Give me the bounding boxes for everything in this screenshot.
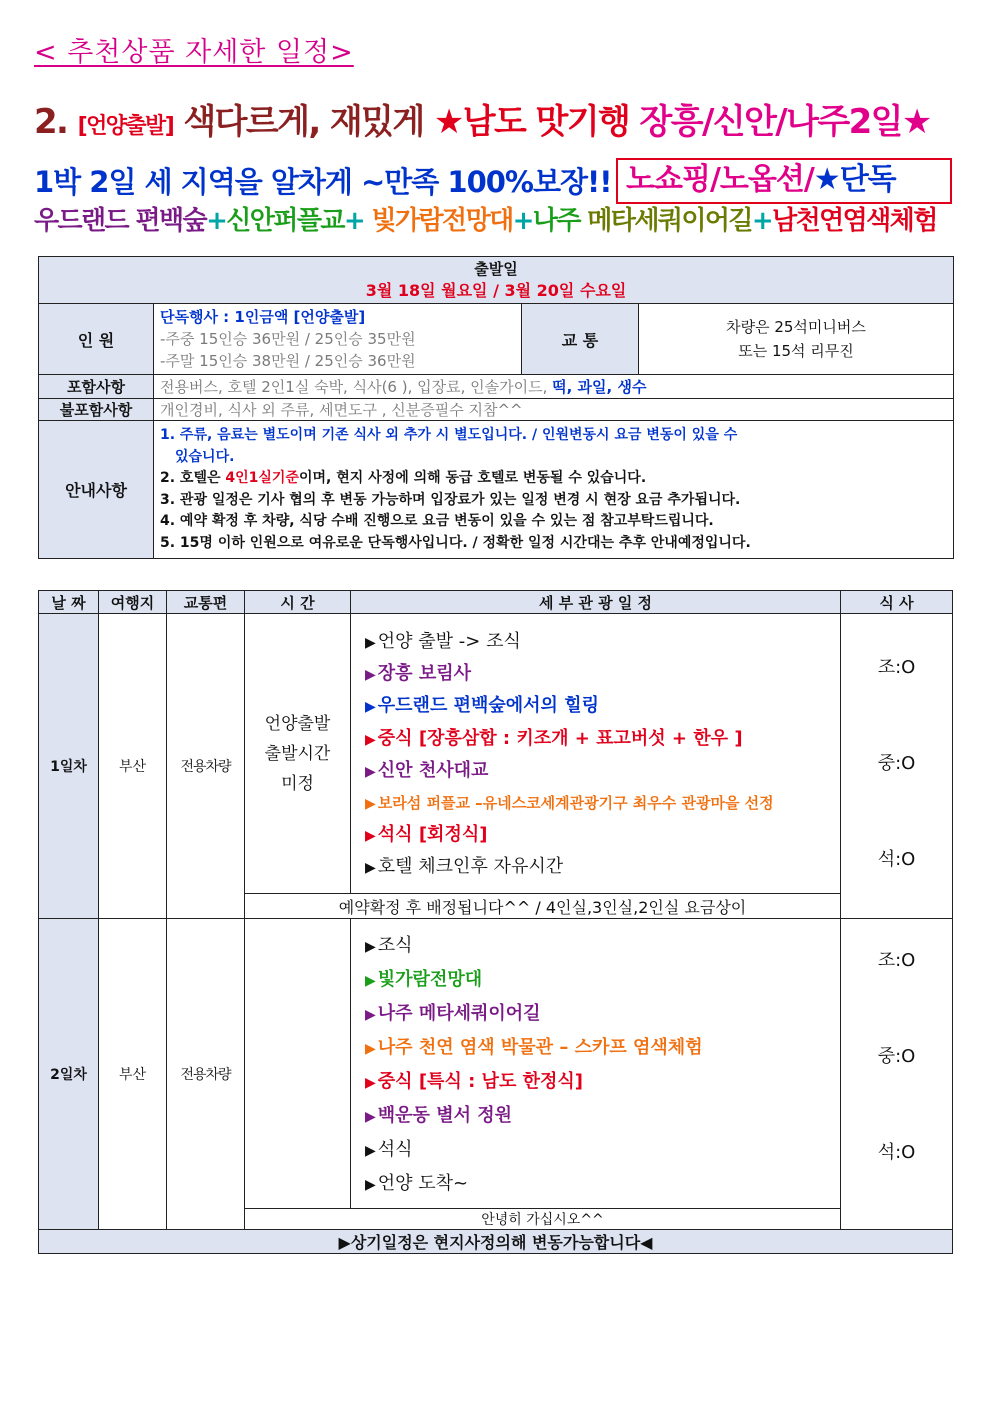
notice-3: 3. 관광 일정은 기사 협의 후 변동 가능하며 입장료가 있는 일정 변경 시 현장 요금 추가됩니다. — [160, 491, 741, 508]
no-shopping-text — [626, 160, 896, 200]
day2-place: 부산 — [99, 919, 167, 1230]
transport-line1: 차량은 25석미니버스 — [726, 318, 866, 336]
itinerary-item-text: 중식 [장흥삼합 : 키조개 + 표고버섯 + 한우 ] — [377, 727, 743, 749]
included-extra: 떡, 과일, 생수 — [552, 378, 647, 396]
included-cell — [154, 375, 954, 399]
arrow-icon: ▶ — [365, 860, 376, 877]
itinerary-item-text: 백운동 별서 정원 — [377, 1105, 513, 1126]
included-text: 전용버스, 호텔 2인1실 숙박, 식사(6 ), 입장료, 인솔가이드, — [160, 378, 548, 396]
header-meals: 식 사 — [841, 591, 953, 614]
schedule-footer: ▶상기일정은 현지사정의해 변동가능합니다◀ — [39, 1230, 953, 1254]
attraction-segment: 메타세쿼이어길 — [587, 206, 752, 236]
notice-4: 4. 예약 확정 후 차량, 식당 수배 진행으로 요금 변동이 있을 수 있는 점 참고부탁드립니다. — [160, 513, 714, 529]
itinerary-item-text: 석식 [회정식] — [377, 824, 488, 846]
attraction-segment: 남천연염색체험 — [772, 206, 937, 236]
notice-2-b: 이며, 현지 사정에 의해 동급 호텔로 변동될 수 있습니다. — [298, 470, 647, 486]
arrow-icon: ▶ — [365, 939, 376, 955]
people-line2: -주중 15인승 36만원 / 25인승 35만원 — [160, 330, 416, 348]
day1-time-line1: 언양출발 — [264, 713, 331, 734]
transport-line2: 또는 15석 리무진 — [738, 342, 854, 360]
itinerary-item-text: 장흥 보림사 — [377, 663, 471, 685]
attraction-segment: + — [512, 206, 533, 236]
notice-2 — [160, 468, 953, 490]
attraction-segment: 빛가람전망대 — [371, 206, 513, 236]
title-tag: [언양출발] — [77, 114, 174, 139]
included-label: 포함사항 — [39, 375, 154, 399]
day2-meals — [841, 919, 953, 1230]
day1-time-line3: 미정 — [281, 773, 314, 794]
itinerary-item — [365, 997, 840, 1031]
day1-breakfast: 조:O — [877, 657, 916, 678]
notice-5: 5. 15명 이하 인원으로 여유로운 단독행사입니다. / 정확한 일정 시간대는 추후 안내예정입니다. — [160, 534, 751, 551]
itinerary-item-text: 나주 천연 염색 박물관 – 스카프 염색체험 — [377, 1037, 703, 1058]
itinerary-item-text: 언양 도착~ — [377, 1173, 469, 1194]
day1-time-line2: 출발시간 — [264, 743, 331, 764]
day1-lunch: 중:O — [877, 753, 916, 774]
itinerary-item — [365, 690, 840, 722]
header-itinerary: 세 부 관 광 일 정 — [351, 591, 841, 614]
day1-time — [245, 614, 351, 894]
itinerary-item — [365, 851, 840, 883]
notice-1: 1. 주류, 음료는 별도이며 기존 식사 외 추가 시 별도입니다. / 인원변동시 요금 변동이 있을 수 — [160, 427, 738, 443]
attraction-segment: + — [206, 206, 227, 236]
arrow-icon: ▶ — [365, 795, 376, 812]
attraction-segment: + — [343, 206, 372, 236]
attraction-segment: + — [751, 206, 773, 236]
day1-label: 1일차 — [39, 614, 99, 919]
day2-breakfast: 조:O — [877, 950, 916, 971]
itinerary-item-text: 보라섬 퍼플교 –유네스코세계관광기구 최우수 관광마을 선정 — [377, 793, 774, 812]
header-time: 시 간 — [245, 591, 351, 614]
departure-label: 출발일 — [474, 260, 518, 278]
title-subline-main: 1박 2일 세 지역을 알차게 ~만족 100%보장!! — [34, 165, 612, 199]
arrow-icon: ▶ — [365, 828, 376, 845]
itinerary-item — [365, 658, 840, 690]
arrow-icon: ▶ — [365, 1075, 376, 1091]
title-number: 2. — [34, 102, 68, 142]
header-transport: 교통편 — [167, 591, 245, 614]
attraction-segment: 나주 — [532, 206, 588, 236]
transport-cell — [639, 304, 954, 375]
people-line1: 단독행사 : 1인금액 [언양출발] — [160, 308, 366, 326]
arrow-icon: ▶ — [365, 1007, 376, 1023]
itinerary-item — [365, 1133, 840, 1167]
notice-label: 안내사항 — [39, 421, 154, 559]
itinerary-item-text: 중식 [특식 : 남도 한정식] — [377, 1071, 583, 1092]
day1-transport: 전용차량 — [167, 614, 245, 919]
itinerary-item — [365, 723, 840, 755]
day1-place: 부산 — [99, 614, 167, 919]
day2-label: 2일차 — [39, 919, 99, 1230]
schedule-table — [38, 590, 953, 1254]
itinerary-item — [365, 1031, 840, 1065]
attraction-segment: 우드랜드 편백숲 — [34, 206, 207, 236]
no-shopping-label: 노쇼핑/노옵션/ — [626, 162, 814, 197]
day1-itinerary — [351, 614, 841, 894]
people-line3: -주말 15인승 38만원 / 25인승 36만원 — [160, 352, 416, 370]
day2-itinerary — [351, 919, 841, 1209]
day2-farewell: 안녕히 가십시오^^ — [245, 1209, 841, 1230]
itinerary-item — [365, 1065, 840, 1099]
page-heading: < 추천상품 자세한 일정> — [34, 37, 354, 68]
header-date: 날 짜 — [39, 591, 99, 614]
day2-time — [245, 919, 351, 1209]
itinerary-item-text: 언양 출발 -> 조식 — [377, 631, 521, 652]
departure-cell — [39, 257, 954, 304]
attraction-segment: 신안퍼플교 — [226, 206, 344, 236]
title-highlight-food: ★남도 맛기행 — [433, 102, 630, 142]
itinerary-item — [365, 787, 840, 819]
title-highlight-region: 장흥/신안/나주2일★ — [639, 102, 931, 142]
transport-label: 교 통 — [522, 304, 639, 375]
itinerary-item — [365, 755, 840, 787]
departure-date: 3월 18일 월요일 / 3월 20일 수요일 — [365, 281, 627, 300]
arrow-icon: ▶ — [365, 763, 376, 780]
day2-dinner: 석:O — [877, 1142, 916, 1163]
itinerary-item — [365, 1167, 840, 1201]
itinerary-item-text: 신안 천사대교 — [377, 759, 489, 781]
arrow-icon: ▶ — [365, 1177, 376, 1193]
arrow-icon: ▶ — [365, 1143, 376, 1159]
notice-2-highlight: 4인1실기준 — [225, 470, 299, 486]
itinerary-item — [365, 963, 840, 997]
arrow-icon: ▶ — [365, 973, 376, 989]
itinerary-item-text: 우드랜드 편백숲에서의 힐링 — [377, 695, 599, 717]
itinerary-item-text: 빛가람전망대 — [377, 969, 483, 990]
itinerary-item-text: 나주 메타세쿼이어길 — [377, 1003, 541, 1024]
day2-transport: 전용차량 — [167, 919, 245, 1230]
itinerary-item-text: 석식 — [377, 1139, 413, 1160]
arrow-icon: ▶ — [365, 635, 376, 651]
arrow-icon: ▶ — [365, 699, 376, 716]
day1-dinner: 석:O — [877, 849, 916, 870]
itinerary-item-text: 조식 — [377, 935, 413, 956]
day1-meals — [841, 614, 953, 919]
exclusive-label: ★단독 — [813, 162, 896, 197]
day2-lunch: 중:O — [877, 1046, 916, 1067]
arrow-icon: ▶ — [365, 667, 376, 684]
itinerary-item — [365, 929, 840, 963]
arrow-icon: ▶ — [365, 1109, 376, 1125]
arrow-icon: ▶ — [365, 1041, 376, 1057]
excluded-text: 개인경비, 식사 외 주류, 세면도구 , 신분증필수 지참^^ — [154, 399, 954, 421]
excluded-label: 불포함사항 — [39, 399, 154, 421]
notice-1-cont: 있습니다. — [175, 448, 235, 465]
header-place: 여행지 — [99, 591, 167, 614]
notice-2-a: 2. 호텔은 — [160, 470, 226, 486]
product-title — [34, 100, 931, 149]
people-label: 인 원 — [39, 304, 154, 375]
itinerary-item — [365, 1099, 840, 1133]
day1-hotel-note: 예약확정 후 배정됩니다^^ / 4인실,3인실,2인실 요금상이 — [245, 894, 841, 919]
itinerary-item — [365, 626, 840, 658]
people-cell — [154, 304, 522, 375]
info-table — [38, 256, 954, 559]
title-phrase: 색다르게, 재밌게 — [183, 102, 424, 142]
notice-cell — [154, 421, 954, 559]
attractions-line — [34, 204, 937, 238]
itinerary-item — [365, 819, 840, 851]
itinerary-item-text: 호텔 체크인후 자유시간 — [377, 856, 564, 878]
title-subline — [34, 162, 611, 202]
arrow-icon: ▶ — [365, 731, 376, 748]
